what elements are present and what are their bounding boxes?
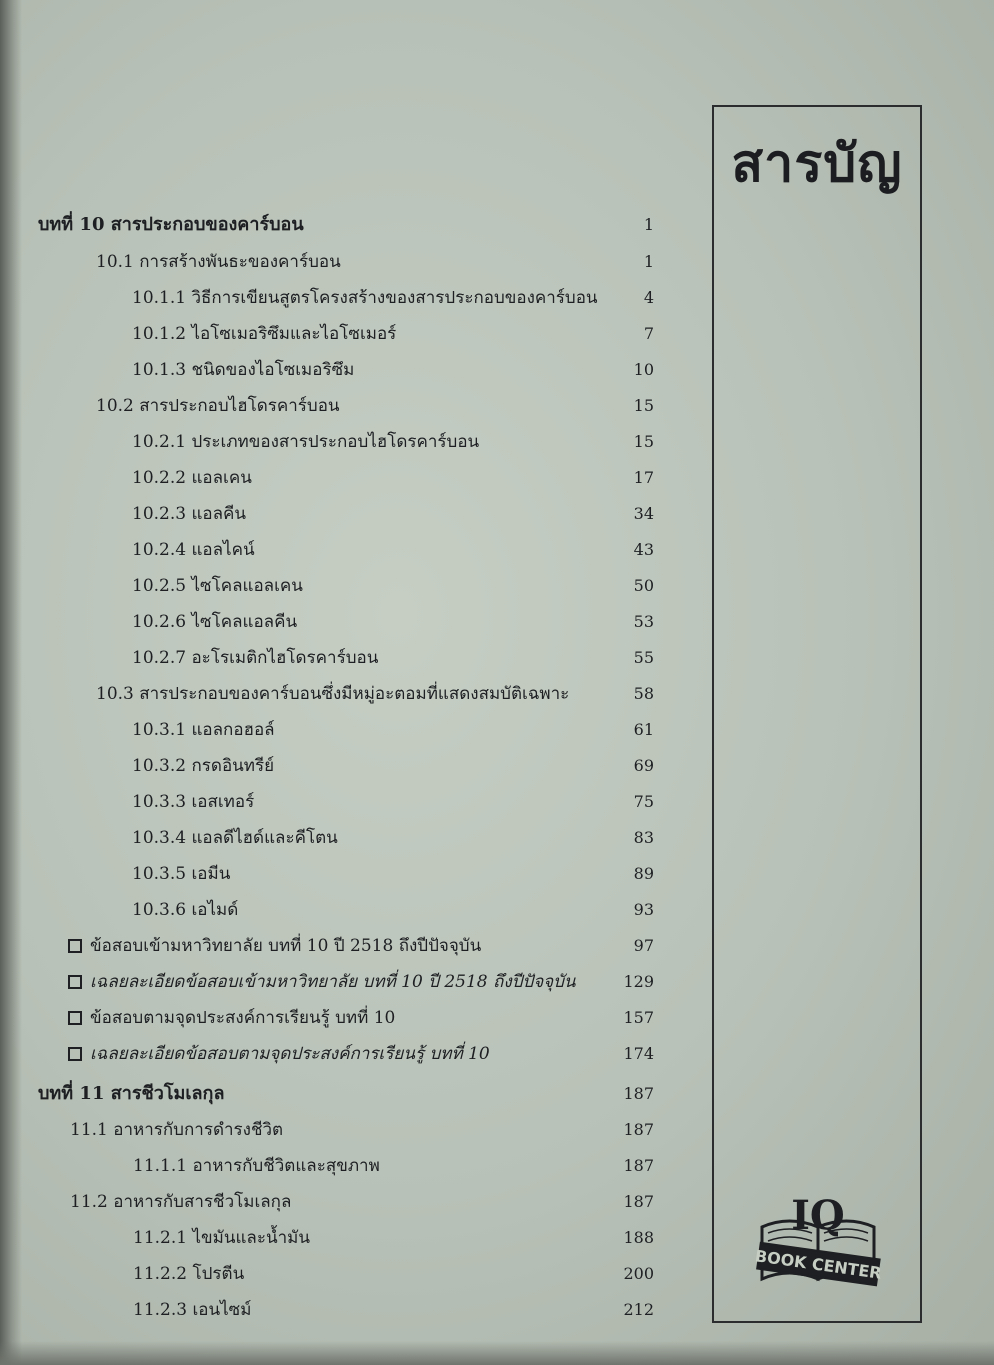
- toc-entry-row: [0, 247, 700, 277]
- toc-entry-row: [0, 355, 700, 385]
- toc-entry-text: 11.2.2 โปรตีน: [133, 1264, 245, 1284]
- toc-entry-text: 10.3.4 แอลดีไฮด์และคีโตน: [132, 828, 338, 848]
- toc-entry-text: 10.3.1 แอลกอฮอล์: [132, 720, 275, 740]
- toc-entry-text: 10.1.3 ชนิดของไอโซเมอริซึม: [132, 360, 355, 380]
- toc-entry-label: [132, 751, 274, 781]
- toc-entry-row: [0, 715, 700, 745]
- toc-entry-text: 11.2.3 เอนไซม์: [133, 1300, 252, 1320]
- toc-page-number: 83: [633, 828, 654, 847]
- toc-entry-text: 10.2.4 แอลไคน์: [132, 540, 255, 560]
- toc-page-number: 15: [633, 396, 654, 415]
- toc-entry-label: [96, 247, 341, 277]
- toc-entry-label: [132, 463, 252, 493]
- toc-page-number: 93: [633, 900, 654, 919]
- toc-entry-row: [0, 895, 700, 925]
- toc-page-number: 34: [633, 504, 654, 523]
- checkbox-square-icon: [68, 975, 82, 989]
- toc-entry-label: [132, 607, 297, 637]
- toc-entry-text: 10.3.6 เอไมด์: [132, 900, 239, 920]
- toc-entry-text: ข้อสอบเข้ามหาวิทยาลัย บทที่ 10 ปี 2518 ถึงปีปัจจุบัน: [90, 936, 482, 956]
- toc-entry-label: [132, 787, 254, 817]
- toc-page-number: 1: [643, 252, 654, 271]
- toc-entry-row: [0, 1151, 700, 1181]
- toc-page-number: 187: [623, 1156, 654, 1175]
- toc-entry-row: [0, 859, 700, 889]
- toc-entry-text: 11.2 อาหารกับสารชีวโมเลกุล: [70, 1192, 292, 1212]
- toc-entry-text: 10.2.5 ไซโคลแอลเคน: [132, 576, 303, 596]
- toc-entry-row: [0, 1223, 700, 1253]
- toc-page-number: 200: [623, 1264, 654, 1283]
- toc-entry-label: [132, 643, 378, 673]
- toc-page-number: 187: [623, 1084, 654, 1103]
- toc-entry-row: [0, 679, 700, 709]
- toc-chapter-row: [0, 210, 700, 240]
- toc-entry-text: 10.2.2 แอลเคน: [132, 468, 252, 488]
- toc-page-number: 97: [633, 936, 654, 955]
- toc-entry-text: 10.2.3 แอลคีน: [132, 504, 247, 524]
- toc-entry-text: 11.1.1 อาหารกับชีวิตและสุขภาพ: [133, 1156, 380, 1176]
- logo-book-center-text: BOOK CENTER: [754, 1246, 883, 1283]
- toc-entry-row: [0, 499, 700, 529]
- toc-entry-text: 10.3 สารประกอบของคาร์บอนซึ่งมีหมู่อะตอมที่แสดงสมบัติเฉพาะ: [96, 684, 570, 704]
- toc-page-number: 53: [633, 612, 654, 631]
- toc-exam-row: [0, 931, 700, 961]
- toc-entry-row: [0, 1295, 700, 1325]
- logo-iq-text: IQ: [791, 1192, 845, 1239]
- toc-entry-text: 10.3.2 กรดอินทรีย์: [132, 756, 275, 776]
- toc-page-number: 58: [633, 684, 654, 703]
- toc-entry-row: [0, 787, 700, 817]
- toc-entry-label: [132, 895, 238, 925]
- toc-entry-label: [132, 859, 230, 889]
- toc-entry-row: [0, 283, 700, 313]
- toc-entry-label: [133, 1223, 310, 1253]
- toc-entry-row: [0, 607, 700, 637]
- toc-entry-row: [0, 823, 700, 853]
- toc-entry-label: [96, 679, 569, 709]
- toc-entry-label: [38, 210, 304, 240]
- toc-entry-row: [0, 571, 700, 601]
- toc-entry-text: 10.2.6 ไซโคลแอลคีน: [132, 612, 298, 632]
- toc-entry-row: [0, 1115, 700, 1145]
- toc-entry-text: 11.1 อาหารกับการดำรงชีวิต: [70, 1120, 284, 1140]
- toc-exam-row: [0, 1039, 700, 1069]
- toc-entry-label: [132, 355, 354, 385]
- toc-entry-row: [0, 427, 700, 457]
- toc-entry-row: [0, 1259, 700, 1289]
- toc-entry-text: บทที่ 11 สารชีวโมเลกุล: [38, 1083, 225, 1104]
- toc-entry-label: [132, 715, 275, 745]
- toc-entry-row: [0, 751, 700, 781]
- toc-entry-row: [0, 535, 700, 565]
- toc-page-number: 187: [623, 1120, 654, 1139]
- toc-page-number: 15: [633, 432, 654, 451]
- toc-entry-label: [133, 1259, 244, 1289]
- toc-entry-label: [132, 283, 598, 313]
- toc-entry-label: [133, 1295, 251, 1325]
- toc-entry-row: [0, 391, 700, 421]
- toc-page-number: 157: [623, 1008, 654, 1027]
- side-title-panel: [712, 105, 922, 1323]
- toc-entry-row: [0, 643, 700, 673]
- toc-entry-label: [68, 967, 576, 997]
- toc-entry-text: ข้อสอบตามจุดประสงค์การเรียนรู้ บทที่ 10: [90, 1008, 396, 1028]
- toc-page-number: 212: [623, 1300, 654, 1319]
- toc-entry-label: [68, 1039, 490, 1069]
- toc-page-number: 1: [643, 215, 654, 234]
- toc-page-number: 50: [633, 576, 654, 595]
- checkbox-square-icon: [68, 1011, 82, 1025]
- page-bottom-edge: [0, 1341, 994, 1365]
- toc-entry-text: 10.1 การสร้างพันธะของคาร์บอน: [96, 252, 341, 272]
- toc-entry-label: [132, 319, 396, 349]
- toc-entry-label: [132, 571, 303, 601]
- toc-page-number: 69: [633, 756, 654, 775]
- toc-page-number: 4: [643, 288, 654, 307]
- toc-entry-text: 10.1.2 ไอโซเมอริซึมและไอโซเมอร์: [132, 324, 397, 344]
- toc-entry-text: 11.2.1 ไขมันและน้ำมัน: [133, 1228, 310, 1248]
- toc-entry-label: [132, 499, 246, 529]
- toc-entry-label: [38, 1079, 224, 1109]
- toc-page-number: 17: [633, 468, 654, 487]
- toc-entry-text: 10.2.7 อะโรเมติกไฮโดรคาร์บอน: [132, 648, 379, 668]
- toc-page-number: 89: [633, 864, 654, 883]
- toc-entry-text: 10.1.1 วิธีการเขียนสูตรโครงสร้างของสารประกอบของคาร์บอน: [132, 288, 598, 308]
- page-title: สารบัญ: [731, 134, 903, 194]
- toc-entry-label: [70, 1115, 283, 1145]
- toc-chapter-row: [0, 1079, 700, 1109]
- toc-entry-text: 10.3.5 เอมีน: [132, 864, 231, 884]
- toc-entry-label: [133, 1151, 380, 1181]
- toc-page-number: 188: [623, 1228, 654, 1247]
- toc-entry-label: [68, 1003, 395, 1033]
- toc-entry-text: บทที่ 10 สารประกอบของคาร์บอน: [38, 214, 304, 235]
- toc-page-number: 129: [623, 972, 654, 991]
- toc-entry-label: [68, 931, 481, 961]
- toc-entry-text: 10.2 สารประกอบไฮโดรคาร์บอน: [96, 396, 340, 416]
- toc-entry-text: 10.2.1 ประเภทของสารประกอบไฮโดรคาร์บอน: [132, 432, 480, 452]
- toc-exam-row: [0, 1003, 700, 1033]
- toc-entry-row: [0, 1187, 700, 1217]
- toc-page-number: 10: [633, 360, 654, 379]
- checkbox-square-icon: [68, 939, 82, 953]
- toc-entry-text: 10.3.3 เอสเทอร์: [132, 792, 255, 812]
- toc-entry-row: [0, 319, 700, 349]
- toc-page-number: 187: [623, 1192, 654, 1211]
- checkbox-square-icon: [68, 1047, 82, 1061]
- toc-entry-label: [132, 535, 255, 565]
- toc-entry-label: [96, 391, 340, 421]
- toc-entry-label: [132, 823, 338, 853]
- toc-page-number: 7: [643, 324, 654, 343]
- iq-book-center-logo: [754, 1187, 884, 1297]
- toc-page-number: 75: [633, 792, 654, 811]
- toc-exam-row: [0, 967, 700, 997]
- toc-entry-row: [0, 463, 700, 493]
- toc-entry-label: [132, 427, 479, 457]
- toc-entry-text: เฉลยละเอียดข้อสอบเข้ามหาวิทยาลัย บทที่ 10 ปี 2518 ถึงปีปัจจุบัน: [90, 972, 576, 992]
- toc-page-number: 61: [633, 720, 654, 739]
- toc-entry-text: เฉลยละเอียดข้อสอบตามจุดประสงค์การเรียนรู้ บทที่ 10: [90, 1044, 490, 1064]
- toc-page-number: 55: [633, 648, 654, 667]
- toc-page-number: 43: [633, 540, 654, 559]
- toc-entry-label: [70, 1187, 291, 1217]
- toc-page-number: 174: [623, 1044, 654, 1063]
